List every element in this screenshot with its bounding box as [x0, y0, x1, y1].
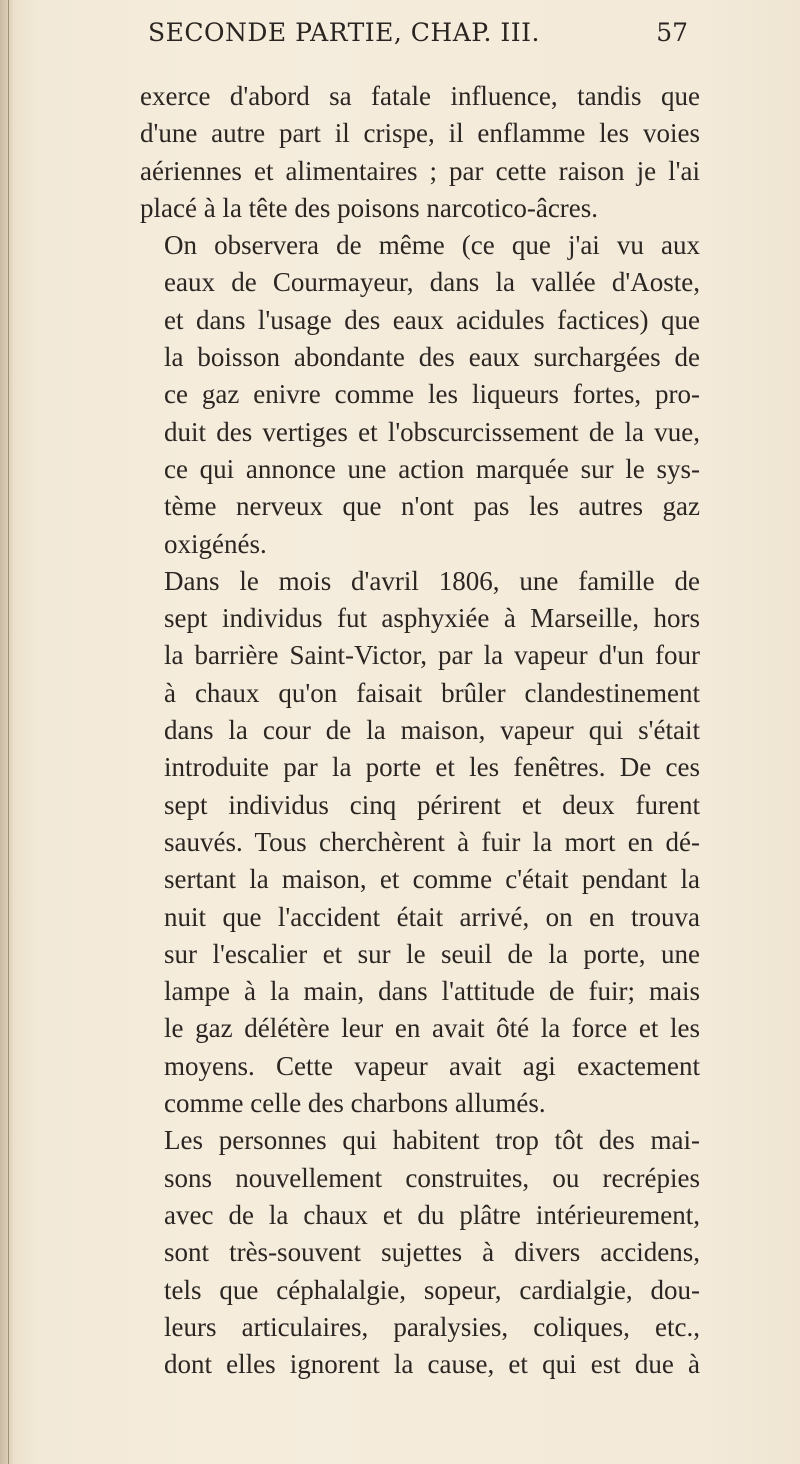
text-line: ce gaz enivre comme les liqueurs fortes, pro-: [164, 379, 700, 410]
text-line: lampe à la main, dans l'attitude de fuir; mais: [164, 976, 700, 1007]
text-line: tels que céphalalgie, sopeur, cardialgie, dou-: [164, 1274, 700, 1305]
running-head: SECONDE PARTIE, CHAP. III.: [148, 18, 540, 47]
paragraph-4: [140, 1122, 700, 1383]
paragraph-2: [140, 227, 700, 563]
text-line: Les personnes qui habitent trop tôt des mai-: [164, 1125, 700, 1156]
text-line: la barrière Saint-Victor, par la vapeur d'un four: [164, 640, 700, 671]
text-line: placé à la tête des poisons narcotico-âcres.: [140, 192, 599, 223]
text-line: eaux de Courmayeur, dans la vallée d'Aoste,: [164, 267, 700, 298]
text-line: et dans l'usage des eaux acidules factices) que: [164, 304, 700, 335]
text-line: oxigénés.: [164, 528, 267, 559]
text-line: sauvés. Tous cherchèrent à fuir la mort en dé-: [164, 826, 700, 857]
text-line: aériennes et alimentaires ; par cette raison je l'ai: [140, 155, 700, 186]
text-line: sept individus cinq périrent et deux furent: [164, 789, 700, 820]
text-line: nuit que l'accident était arrivé, on en trouva: [164, 901, 700, 932]
text-line: moyens. Cette vapeur avait agi exactement: [164, 1050, 700, 1081]
text-line: ce qui annonce une action marquée sur le sys-: [164, 453, 700, 484]
text-line: On observera de même (ce que j'ai vu aux: [164, 230, 700, 261]
text-line: sont très-souvent sujettes à divers accidens,: [164, 1237, 700, 1268]
text-line: exerce d'abord sa fatale influence, tandis que: [140, 81, 700, 111]
text-line: sur l'escalier et sur le seuil de la porte, une: [164, 938, 700, 969]
text-line: dans la cour de la maison, vapeur qui s'était: [164, 715, 700, 746]
text-line: à chaux qu'on faisait brûler clandestinement: [164, 677, 700, 708]
page-spine-shadow: [0, 0, 14, 1464]
text-line: avec de la chaux et du plâtre intérieurement,: [164, 1199, 700, 1230]
text-line: Dans le mois d'avril 1806, une famille de: [164, 565, 700, 596]
page-header: [148, 18, 688, 58]
text-line: comme celle des charbons allumés.: [164, 1088, 546, 1119]
text-line: introduite par la porte et les fenêtres. De ces: [164, 752, 700, 783]
text-line: sertant la maison, et comme c'était pendant la: [164, 864, 700, 895]
page-edge-line: [8, 0, 9, 1464]
text-line: d'une autre part il crispe, il enflamme les voies: [140, 118, 700, 149]
text-line: sept individus fut asphyxiée à Marseille, hors: [164, 603, 700, 634]
paragraph-3: [140, 563, 700, 1122]
text-line: la boisson abondante des eaux surchargées de: [164, 342, 700, 373]
text-line: sons nouvellement construites, ou recrépies: [164, 1162, 700, 1193]
body-text: [140, 78, 700, 1383]
text-line: tème nerveux que n'ont pas les autres gaz: [164, 491, 700, 522]
text-line: dont elles ignorent la cause, et qui est due à: [164, 1349, 700, 1380]
text-line: duit des vertiges et l'obscurcissement de la vue,: [164, 416, 700, 447]
text-line: leurs articulaires, paralysies, coliques, etc.,: [164, 1311, 700, 1342]
text-line: le gaz délétère leur en avait ôté la force et les: [164, 1013, 700, 1044]
paragraph-1: [140, 78, 700, 227]
page-number: 57: [656, 18, 688, 47]
